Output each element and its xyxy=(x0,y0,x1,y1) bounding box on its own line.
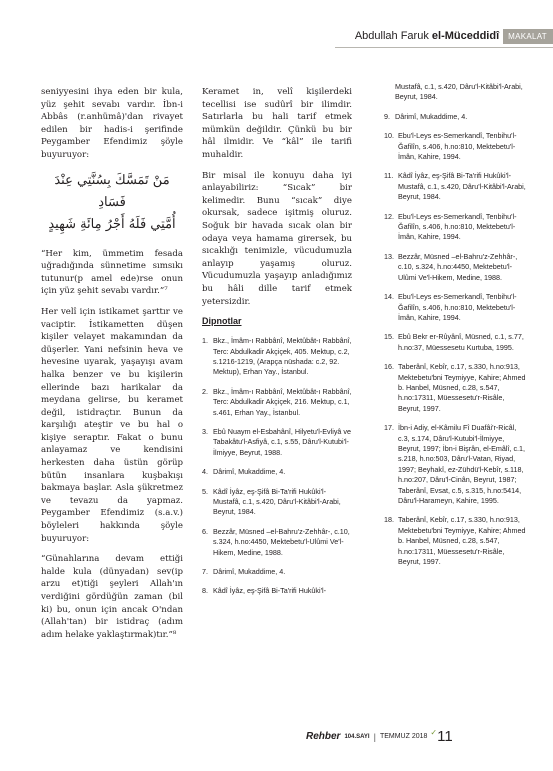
footnote-text: Kâdî İyâz, eş-Şifâ Bi-Ta'rifi Hukûki'l-Mustafâ, c.1, s.420, Dâru'l-Kitâbi'l-Arabi, Beyrut, 1984. xyxy=(213,486,341,517)
column-1 xyxy=(41,86,183,649)
footnote xyxy=(202,586,352,596)
footnote xyxy=(202,467,352,477)
column-3 xyxy=(384,82,528,576)
magazine-logo: Rehber xyxy=(306,731,341,742)
footnote xyxy=(202,336,352,378)
footnote-text: Bezzâr, Müsned –el-Bahru'z-Zehhâr-, c.10, s.324, h.no:4450, Mektebetu'l-Ulûmi Ve'l-Hikem, Medine, 1988. xyxy=(398,251,518,282)
footnote-number: 17. xyxy=(384,423,394,433)
quote-paragraph: “Günahlarına devam ettiği halde kula (dünyadan) sev(ip arzu et)tiği şeyleri Allah'ın verdiğini gördüğün zaman (bil ki) bu, onun için ancak O'ndan (Allah'tan) bir istidraç (adım adım helake yaklaştırmak)tır.”⁸ xyxy=(41,554,183,640)
footnote xyxy=(384,131,528,162)
footnote xyxy=(384,362,528,414)
running-header xyxy=(355,26,553,46)
footnote xyxy=(384,332,528,353)
footnote-text: Taberânî, Kebîr, c.17, s.330, h.no:913, Mektebetu'bni Teymiyye, Kahire; Ahmed b. Hanbel, Müsned, c.28, s.547, h.no:17311, Müessesetu'r-Risâle, Beyrut, 1997. xyxy=(398,362,526,413)
footnote-number: 10. xyxy=(384,131,394,141)
footnote-number: 1. xyxy=(202,336,208,346)
footnote-number: 15. xyxy=(384,332,394,342)
footnote-number: 3. xyxy=(202,426,208,436)
page-number: ✓11 xyxy=(430,728,453,745)
footnote-number: 7. xyxy=(202,567,208,576)
header-rule xyxy=(335,47,553,48)
footnote-text: Taberânî, Kebîr, c.17, s.330, h.no:913, Mektebetu'bni Teymiyye, Kahire; Ahmed b. Hanbel, Müsned, c.28, s.547, h.no:17311, Müessesetu'r-Risâle, Beyrut, 1997. xyxy=(398,515,526,567)
footnote-number: 5. xyxy=(202,486,208,496)
footnote xyxy=(202,487,352,518)
arabic-line: مَنْ تَمَسَّكَ بِسُنَّتِي عِنْدَ فَسَادِ xyxy=(54,172,170,210)
footnote xyxy=(384,515,528,567)
tick-icon: ✓ xyxy=(430,728,438,737)
footnote xyxy=(202,567,352,577)
footnote-text: Ebu'l-Leys es-Semerkandî, Tenbihu'l-Ğafilîn, s.406, h.no:810, Mektebetu'l-İmân, Kahire, 1994. xyxy=(398,211,517,242)
footnote-number: 9. xyxy=(384,111,390,121)
footnote-text: Ebû Nuaym el-Esbahânî, Hilyetu'l-Evliyâ ve Tabakâtu'l-Asfiyâ, c.1, s.55, Dâru'l-Kutubi'l-İlmiyye, Beyrut, 1988. xyxy=(213,426,351,457)
paragraph: Her velî için istikamet şarttır ve vaciptir. İstikametten düşen kişiler velayet makamından da düşerler. Yani nefsinin heva ve hevesine uyarak, yaşayışı avam halka benzer ve bu kişilerin ellerinde bazı harikalar da meydana gelirse, bu keramet değil, istidraçtır. Bunun da karşılığı ateştir ve bu hal o kişiye seraptır. Fakat o bunu anlayamaz ve kendisini herkesten daha üstün görüp bütün insanlara kuşbakışı bakmaya başlar. Asla şükretmez ve tevazu da yapmaz. Peygamber Efendimiz (s.a.v.) böyleleri hakkında şöyle buyuruyor: xyxy=(41,306,183,544)
footnote xyxy=(384,212,528,243)
footnote-text: Ebu'l-Leys es-Semerkandî, Tenbihu'l-Ğafilîn, s.406, h.no:810, Mektebetu'l-İmân, Kahire, 1994. xyxy=(398,292,517,322)
footnote-text: Kâdî İyâz, eş-Şifâ Bi-Ta'rifi Hukûki'l-Mustafâ, c.1, s.420, Dâru'l-Kitâbi'l-Arabi, Beyrut, 1984. xyxy=(398,171,526,202)
footnote xyxy=(384,292,528,323)
issue-number: 104.SAYI xyxy=(344,733,370,740)
footer-separator: | xyxy=(373,731,376,742)
footnote-number: 2. xyxy=(202,386,208,396)
header-author: Abdullah Faruk el-Müceddidî xyxy=(354,30,500,42)
footnote xyxy=(384,112,528,122)
paragraph: seniyyesini ihya eden bir kula, yüz şehit sevabı vardır. İbn-i Abbâs (r.anhümâ)'dan rivayet edilen bir hadis-i şerifinde Peygamber Efendimiz şöyle buyuruyor: xyxy=(41,87,183,160)
footnote-text: Kâdî İyâz, eş-Şifâ Bi-Ta'rifi Hukûki'l- xyxy=(213,586,326,596)
footnotes-list xyxy=(202,336,352,597)
footnote-number: 8. xyxy=(202,586,208,596)
footnote-text: Bkz., İmâm-ı Rabbânî, Mektûbât-ı Rabbânî, Terc: Abdulkadir Akçiçek, 216. Mektup, c.1, s.461, Erhan Yay., İstanbul. xyxy=(213,386,352,417)
footnote-number: 16. xyxy=(384,362,394,372)
footnote-number: 13. xyxy=(384,251,394,261)
footnote-text: Dârimî, Mukaddime, 4. xyxy=(395,111,468,121)
footnote xyxy=(384,252,528,283)
footnote-number: 14. xyxy=(384,292,394,302)
footnote-text: Bezzâr, Müsned –el-Bahru'z-Zehhâr-, c.10, s.324, h.no:4450, Mektebetu'l-Ulûmi Ve'l-Hikem, Medine, 1988. xyxy=(213,526,350,557)
footnote-text: Dârimî, Mukaddime, 4. xyxy=(213,567,286,576)
footnote-number: 4. xyxy=(202,467,208,477)
footnote xyxy=(202,387,352,418)
footnote-number: 18. xyxy=(384,515,394,525)
footnotes-list xyxy=(384,112,528,568)
footnote xyxy=(202,527,352,558)
footnote xyxy=(384,423,528,506)
footnote-text: Bkz., İmâm-ı Rabbânî, Mektûbât-ı Rabbânî, Terc: Abdulkadir Akçiçek, 405. Mektup, c.2, s.1216-1219, (Arapça nüshada: c.2, 92. Mektup), Erhan Yay., İstanbul. xyxy=(213,336,352,377)
footnote-continuation: Mustafâ, c.1, s.420, Dâru'l-Kitâbi'l-Arabi, Beyrut, 1984. xyxy=(395,82,523,102)
footnote xyxy=(384,171,528,202)
footnote-text: Ebu'l-Leys es-Semerkandî, Tenbihu'l-Ğafilîn, s.406, h.no:810, Mektebetu'l-İmân, Kahire, 1994. xyxy=(398,131,517,162)
footnote-number: 11. xyxy=(384,171,394,181)
footnote-text: İbn-i Adiy, el-Kâmilu Fî Duafâi'r-Ricâl, c.3, s.174, Dâru'l-Kutubi'l-İlmiyye, Beyrut, 1997; İbn-i Bişrân, el-Emâlî, c.1, s.218, h.no:503, Dâru'l-Vatan, Riyad, 1997; Beyhakî, ez-Zühdü'l-Kebîr, s.118, h.no:207, Dâru'l-Cinân, Beyrut, 1987; Taberânî, Evsat, c.5, s.315, h.no:5414, Dâru'l-Harameyn, Kahire, 1995. xyxy=(398,423,526,505)
arabic-hadith xyxy=(41,170,183,236)
paragraph: Keramet in, velî kişilerdeki tecellisi ise sudûrî bir ilimdir. Satırlarla bu hali tarif etmek mümkün değildir. Çünkü bu bir hâl ilmidir. Ve “kâl” ile tarifi muhaldir. xyxy=(202,87,352,160)
footnote xyxy=(202,427,352,458)
section-tag: MAKALAT xyxy=(503,29,553,44)
footnote-text: Ebû Bekr er-Rûyânî, Müsned, c.1, s.77, h.no:37, Müessesetu Kurtuba, 1995. xyxy=(398,332,524,352)
arabic-line: أُمَّتِي فَلَهُ أَجْرُ مِائَةِ شَهِيدٍ xyxy=(48,216,176,232)
quote-paragraph: “Her kim, ümmetim fesada uğradığında sünnetime sımsıkı tutunur(p amel ede)rse onun için yüz şehit sevabı vardır.”⁷ xyxy=(41,248,183,297)
footnote-number: 6. xyxy=(202,526,208,536)
page-footer xyxy=(306,728,453,745)
footnote-text: Dârimî, Mukaddime, 4. xyxy=(213,467,286,477)
column-2 xyxy=(202,86,352,606)
footnote-number: 12. xyxy=(384,211,394,221)
paragraph: Bir misal ile konuyu daha iyi anlayabiliriz: “Sıcak” bir kelimedir. Bunu “sıcak” diye okursak, sadece işitmiş oluruz. Soğuk bir havada sıcak olan bir odaya veya hamama girersek, bu sıcaklığı tenimizle, vücudumuzla anlayıp yaşamış oluruz. Vücudumuzla yaşayıp anladığımız bu hâli dille tarif etmek yetersizdir. xyxy=(202,170,352,307)
footnotes-title: Dipnotlar xyxy=(202,316,242,327)
issue-date: TEMMUZ 2018 xyxy=(379,733,428,740)
